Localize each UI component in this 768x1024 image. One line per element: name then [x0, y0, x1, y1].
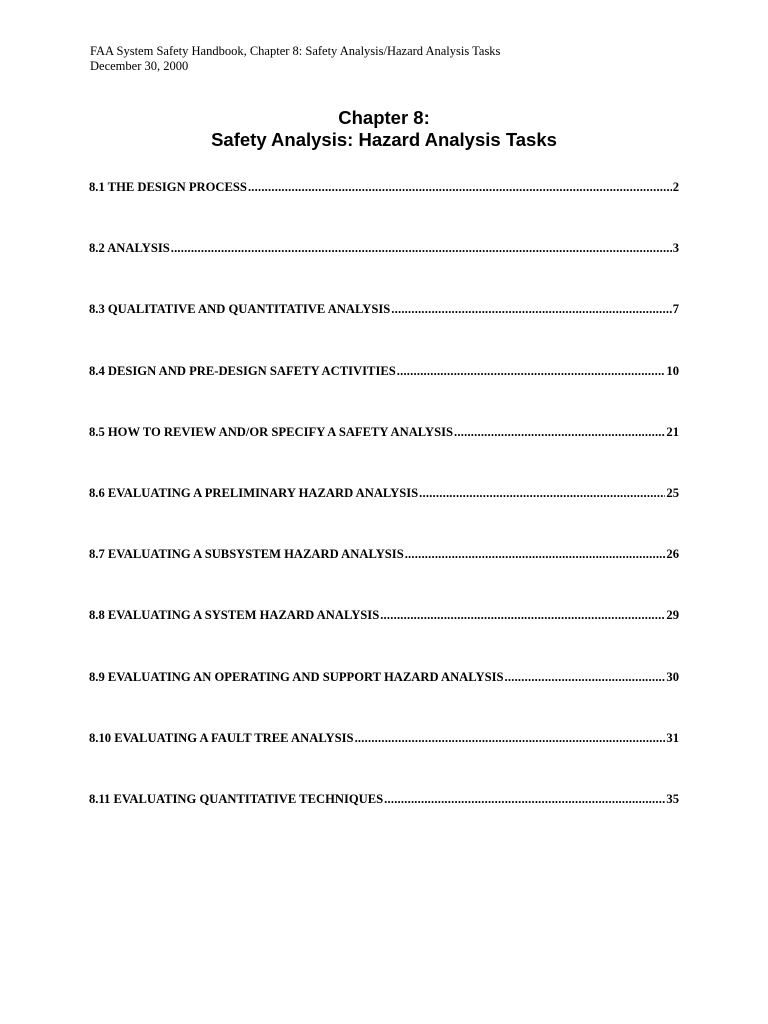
chapter-title — [0, 107, 768, 151]
toc-dot-leader — [355, 728, 666, 748]
toc-entry-label: 8.2 ANALYSIS — [89, 241, 170, 256]
toc-entry-page: 3 — [672, 241, 679, 256]
toc-entry[interactable] — [89, 422, 679, 442]
toc-entry[interactable] — [89, 667, 679, 687]
chapter-number: Chapter 8: — [338, 107, 430, 128]
toc-dot-leader — [391, 299, 671, 319]
toc-entry-page: 21 — [666, 424, 679, 439]
toc-entry[interactable] — [89, 238, 679, 258]
toc-entry-page: 30 — [666, 669, 679, 684]
toc-dot-leader — [380, 605, 665, 625]
toc-entry-label: 8.4 DESIGN AND PRE-DESIGN SAFETY ACTIVITIES — [89, 363, 396, 378]
toc-dot-leader — [248, 177, 672, 197]
toc-entry-page: 26 — [666, 547, 679, 562]
toc-entry[interactable] — [89, 483, 679, 503]
toc-entry[interactable] — [89, 605, 679, 625]
toc-dot-leader — [405, 544, 666, 564]
toc-dot-leader — [505, 667, 666, 687]
toc-dot-leader — [384, 789, 665, 809]
toc-entry-label: 8.3 QUALITATIVE AND QUANTITATIVE ANALYSIS — [89, 302, 391, 317]
toc-entry-label: 8.9 EVALUATING AN OPERATING AND SUPPORT HAZARD ANALYSIS — [89, 669, 504, 684]
toc-entry-page: 10 — [666, 363, 679, 378]
toc-entry-label: 8.8 EVALUATING A SYSTEM HAZARD ANALYSIS — [89, 608, 380, 623]
toc-entry-page: 7 — [672, 302, 679, 317]
header-title-line: FAA System Safety Handbook, Chapter 8: Safety Analysis/Hazard Analysis Tasks — [90, 44, 501, 58]
toc-entry-page: 25 — [666, 485, 679, 500]
header-date-line: December 30, 2000 — [90, 59, 189, 73]
table-of-contents — [89, 177, 679, 850]
toc-entry-page: 2 — [672, 180, 679, 194]
toc-dot-leader — [171, 238, 672, 258]
toc-entry-page: 35 — [666, 791, 679, 806]
toc-entry-label: 8.11 EVALUATING QUANTITATIVE TECHNIQUES — [89, 791, 384, 806]
toc-entry[interactable] — [89, 728, 679, 748]
toc-entry-label: 8.5 HOW TO REVIEW AND/OR SPECIFY A SAFETY ANALYSIS — [89, 424, 454, 439]
toc-dot-leader — [419, 483, 665, 503]
chapter-subtitle: Safety Analysis: Hazard Analysis Tasks — [211, 129, 557, 150]
toc-entry[interactable] — [89, 177, 679, 197]
toc-entry[interactable] — [89, 361, 679, 381]
toc-entry[interactable] — [89, 299, 679, 319]
toc-entry-label: 8.10 EVALUATING A FAULT TREE ANALYSIS — [89, 730, 354, 745]
toc-entry[interactable] — [89, 789, 679, 809]
toc-dot-leader — [397, 361, 666, 381]
toc-entry-label: 8.1 THE DESIGN PROCESS — [89, 180, 247, 194]
toc-entry[interactable] — [89, 544, 679, 564]
toc-entry-label: 8.7 EVALUATING A SUBSYSTEM HAZARD ANALYSIS — [89, 547, 404, 562]
toc-dot-leader — [454, 422, 665, 442]
toc-entry-label: 8.6 EVALUATING A PRELIMINARY HAZARD ANALYSIS — [89, 485, 419, 500]
toc-entry-page: 31 — [666, 730, 679, 745]
running-header — [90, 44, 500, 74]
toc-entry-page: 29 — [666, 608, 679, 623]
